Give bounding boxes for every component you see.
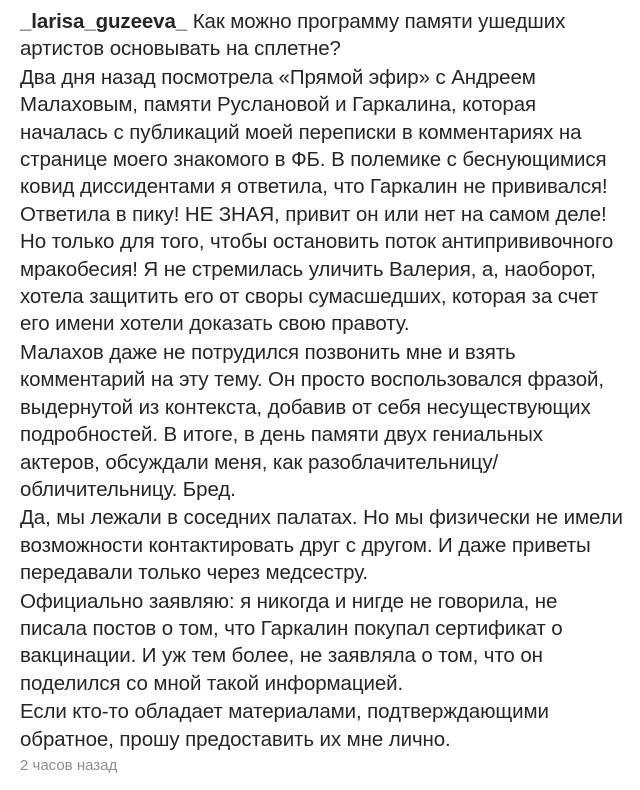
comment-paragraph: Малахов даже не потрудился позвонить мне и взять комментарий на эту тему. Он просто воспользовался фразой, выдернутой из контекста, добавив от себя несуществующих подробностей. В итоге, в день памяти двух гениальных актеров, обсуждали меня, как разоблачительницу/обличительницу. Бред. <box>20 340 605 501</box>
comment-paragraph: Да, мы лежали в соседних палатах. Но мы физически не имели возможности контактировать друг с другом. И даже приветы передавали только через медсестру. <box>20 506 623 585</box>
comment-body <box>20 8 628 753</box>
comment-paragraph: Официально заявляю: я никогда и нигде не говорила, не писала постов о том, что Гаркалин покупал сертификат о вакцинации. И уж тем более, не заявляла о том, что он поделился со мной такой информацией. <box>20 589 563 695</box>
comment-paragraph: Если кто-то обладает материалами, подтверждающими обратное, прошу предоставить их мне лично. <box>20 700 549 751</box>
comment-username[interactable]: _larisa_guzeeva_ <box>20 10 188 33</box>
comment-timestamp: 2 часов назад <box>20 757 118 774</box>
comment-first-paragraph <box>20 8 628 63</box>
comment-first-line: Как можно программу памяти ушедших артистов основывать на сплетне? <box>20 10 566 61</box>
comment-paragraph: Два дня назад посмотрела «Прямой эфир» с Андреем Малаховым, памяти Руслановой и Гаркалина, которая началась с публикаций моей переписки в комментариях на странице моего знакомого в ФБ. В полемике с беснующимися ковид диссидентами я ответила, что Гаркалин не прививался! Ответила в пику! НЕ ЗНАЯ, привит он или нет на самом деле! Но только для того, чтобы остановить поток антипрививочного мракобесия! Я не стремилась уличить Валерия, а, наоборот, хотела защитить его от своры сумасшедших, которая за счет его имени хотели доказать свою правоту. <box>20 65 614 336</box>
